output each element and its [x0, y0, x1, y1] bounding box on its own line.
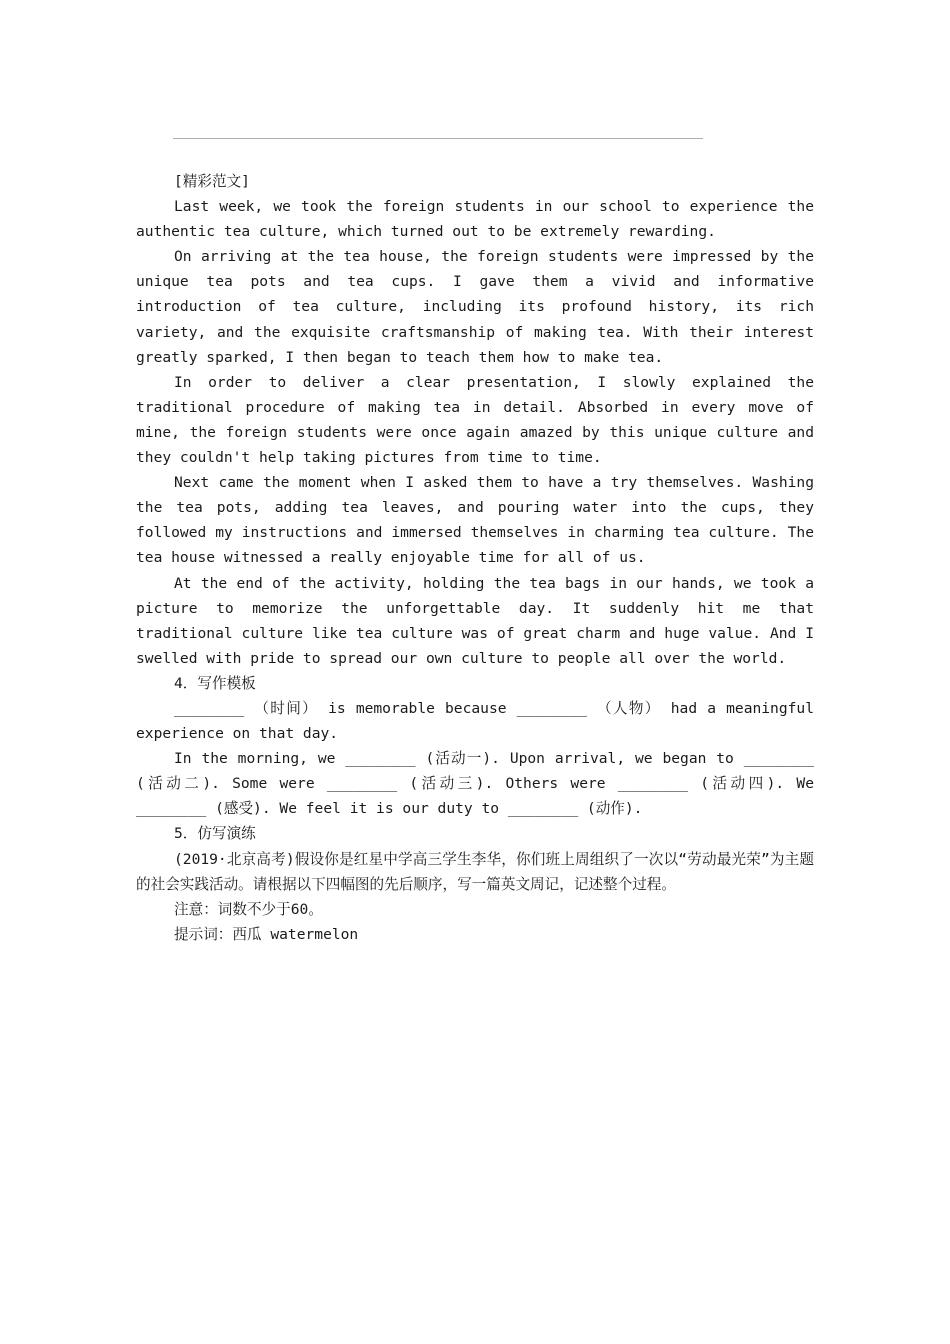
document-body: [136, 169, 814, 947]
template-paragraph: ________ （时间） is memorable because ________ （人物） had a meaningful experience on that day.: [136, 699, 814, 743]
practice-prompt: (2019·北京高考)假设你是红星中学高三学生李华，你们班上周组织了一次以“劳动最光荣”为主题的社会实践活动。请根据以下四幅图的先后顺序，写一篇英文周记，记述整个过程。: [136, 850, 814, 893]
essay-paragraph: In order to deliver a clear presentation, I slowly explained the traditional procedure of making tea in detail. Absorbed in every move of mine, the foreign students were once again amazed by this unique culture and they couldn't help taking pictures from time to time.: [136, 373, 814, 467]
essay-paragraph: On arriving at the tea house, the foreign students were impressed by the unique tea pots and tea cups. I gave them a vivid and informative introduction of tea culture, including its profound history, its rich variety, and the exquisite craftsmanship of making tea. With their interest greatly sparked, I then began to teach them how to make tea.: [136, 248, 814, 366]
practice-heading: 5．仿写演练: [174, 825, 256, 843]
essay-paragraph: At the end of the activity, holding the tea bags in our hands, we took a picture to memorize the unforgettable day. It suddenly hit me that traditional culture like tea culture was of great charm and huge value. And I swelled with pride to spread our own culture to people all over the world.: [136, 574, 814, 667]
hint-words: 提示词：西瓜 watermelon: [174, 925, 359, 943]
word-count-note: 注意：词数不少于60。: [174, 900, 323, 918]
header-divider: [173, 138, 703, 139]
essay-paragraph: Last week, we took the foreign students in our school to experience the authentic tea culture, which turned out to be extremely rewarding.: [136, 198, 814, 241]
template-paragraph: In the morning, we ________ (活动一). Upon arrival, we began to ________ (活动二). Some were ________ (活动三). Others were ________ (活动四). We ________ (感受). We feel it is our duty to ________ (动作).: [136, 750, 814, 818]
template-heading: 4．写作模板: [174, 674, 256, 692]
section-label: [精彩范文]: [174, 173, 250, 190]
essay-paragraph: Next came the moment when I asked them to have a try themselves. Washing the tea pots, adding tea leaves, and pouring water into the cups, they followed my instructions and immersed themselves in charming tea culture. The tea house witnessed a really enjoyable time for all of us.: [136, 474, 814, 567]
